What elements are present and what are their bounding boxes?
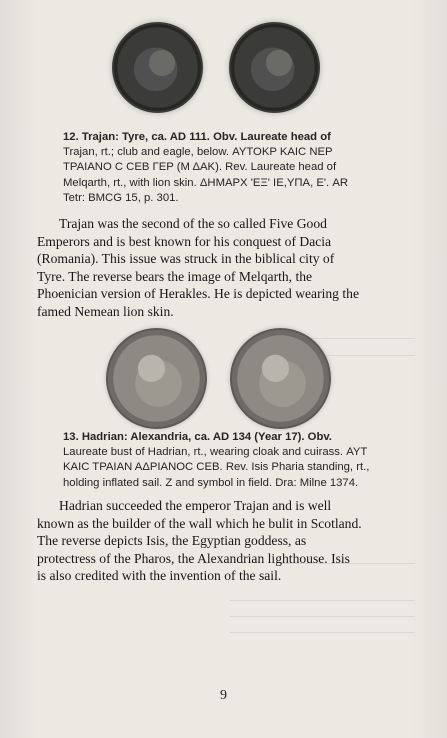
paragraph-line: (Romania). This issue was struck in the biblical city of [37,251,335,267]
caption-line: ΤΡΑΙΑΝΟ Ϲ ϹΕΒ ΓΕΡ (Μ ΔΑΚ). Rev. Laureate head of [63,161,337,174]
bleed-through-line [230,600,415,601]
paragraph-line: protectress of the Pharos, the Alexandrian lighthouse. Isis [37,550,350,566]
page-number: 9 [220,688,227,703]
coin-12-reverse-image [229,22,320,113]
paragraph-line: known as the builder of the wall which he bulit in Scotland. [37,515,362,531]
caption-line: Laureate bust of Hadrian, rt., wearing cloak and cuirass. ΑΥΤ [63,446,368,459]
paragraph-line: Hadrian succeeded the emperor Trajan and is well [59,498,332,513]
bleed-through-line [230,632,415,633]
coin-13-caption [63,430,413,491]
coin-13-obverse-image [106,328,207,429]
coin-13-reverse-image [230,328,331,429]
paragraph-line: Phoenician version of Herakles. He is depicted wearing the [37,286,359,302]
caption-line: Tetr: BMCG 15, p. 301. [63,191,179,204]
paragraph-line: is also credited with the invention of the sail. [37,568,282,584]
paragraph-line: The reverse depicts Isis, the Egyptian goddess, as [37,533,307,549]
bleed-through-line [230,616,415,617]
paragraph-line: famed Nemean lion skin. [37,303,174,319]
paragraph-line: Trajan was the second of the so called Five Good [59,216,327,231]
paragraph-line: Emperors and is best known for his conquest of Dacia [37,233,332,249]
caption-line: ΚΑΙϹ ΤΡΑΙΑΝ ΑΔΡΙΑΝΟϹ ϹΕΒ. Rev. Isis Pharia standing, rt., [63,461,370,474]
coin-13-description [37,497,409,585]
caption-line: Trajan, rt.; club and eagle, below. ΑΥΤΟΚΡ ΚΑΙϹ ΝΕΡ [63,146,333,159]
coin-12-description [37,215,409,321]
coin-12-caption [63,130,403,206]
caption-line: Melqarth, rt., with lion skin. ΔΗΜΑΡΧ 'ΕΞ' ΙΕ,ΥΠΑ, Ε'. AR [63,176,349,189]
coin-12-obverse-image [112,22,203,113]
caption-line: holding inflated sail. Z and symbol in field. Dra: Milne 1374. [63,476,359,489]
paragraph-line: Tyre. The reverse bears the image of Melqarth, the [37,268,313,284]
caption-line: 13. Hadrian: Alexandria, ca. AD 134 (Year 17). Obv. [63,431,332,443]
caption-line: 12. Trajan: Tyre, ca. AD 111. Obv. Laureate head of [63,131,331,143]
